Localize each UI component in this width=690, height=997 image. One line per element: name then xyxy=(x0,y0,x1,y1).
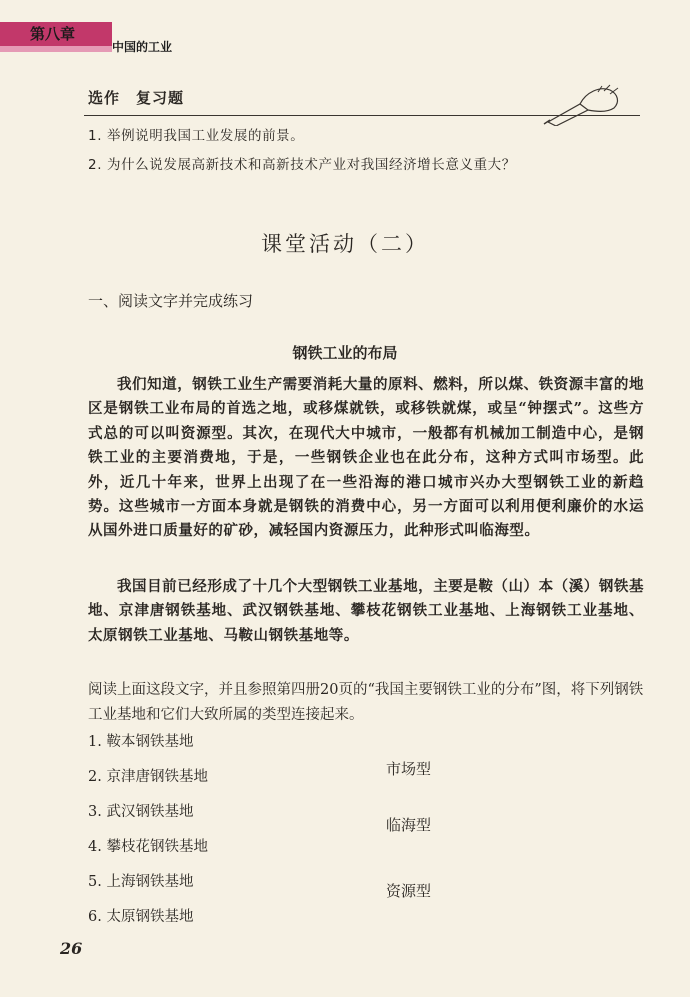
review-question-2: 2. 为什么说发展高新技术和高新技术产业对我国经济增长意义重大？ xyxy=(88,157,516,173)
type-item: 市场型 xyxy=(386,760,432,778)
chapter-label: 第八章 xyxy=(30,25,76,43)
review-title: 选作 复习题 xyxy=(88,89,185,107)
article-paragraph-1: 我们知道，钢铁工业生产需要消耗大量的原料、燃料，所以煤、铁资源丰富的地区是钢铁工业布局的首选之地，或移煤就铁，或移铁就煤，或呈“钟摆式”。这些方式总的可以叫资源型。其次，在现代大中城市，一般都有机械加工制造中心，是钢铁工业的主要消费地，于是，一些钢铁企业也在此分布，这种方式叫市场型。此外，近几十年来，世界上出现了在一些沿海的港口城市兴办大型钢铁工业的新趋势。这些城市一方面本身就是钢铁的消费中心，另一方面可以利用便利廉价的水运从国外进口质量好的矿砂，减轻国内资源压力，此种形式叫临海型。 xyxy=(88,376,644,540)
list-item: 3. 武汉钢铁基地 xyxy=(88,804,194,820)
exercise-instruction: 阅读上面这段文字，并且参照第四册20页的“我国主要钢铁工业的分布”图，将下列钢铁工业基地和它们大致所属的类型连接起来。 xyxy=(88,682,644,723)
chapter-band-accent xyxy=(0,46,112,52)
list-item: 1. 鞍本钢铁基地 xyxy=(88,734,194,750)
type-item: 资源型 xyxy=(386,882,432,900)
list-item: 4. 攀枝花钢铁基地 xyxy=(88,839,208,855)
list-item: 5. 上海钢铁基地 xyxy=(88,874,194,890)
pen-hand-icon xyxy=(540,82,630,126)
part-heading: 一、阅读文字并完成练习 xyxy=(88,292,254,310)
page-number: 26 xyxy=(60,939,83,958)
list-item: 6. 太原钢铁基地 xyxy=(88,909,194,925)
article-title: 钢铁工业的布局 xyxy=(292,344,398,362)
chapter-subtitle: 中国的工业 xyxy=(112,40,173,54)
article-paragraph-2: 我国目前已经形成了十几个大型钢铁工业基地，主要是鞍（山）本（溪）钢铁基地、京津唐钢铁基地、武汉钢铁基地、攀枝花钢铁工业基地、上海钢铁工业基地、太原钢铁工业基地、马鞍山钢铁基地等。 xyxy=(88,578,644,644)
activity-title: 课堂活动（二） xyxy=(261,232,429,256)
type-item: 临海型 xyxy=(386,816,432,834)
review-divider xyxy=(84,115,640,116)
review-question-1: 1. 举例说明我国工业发展的前景。 xyxy=(88,128,305,144)
list-item: 2. 京津唐钢铁基地 xyxy=(88,769,208,785)
